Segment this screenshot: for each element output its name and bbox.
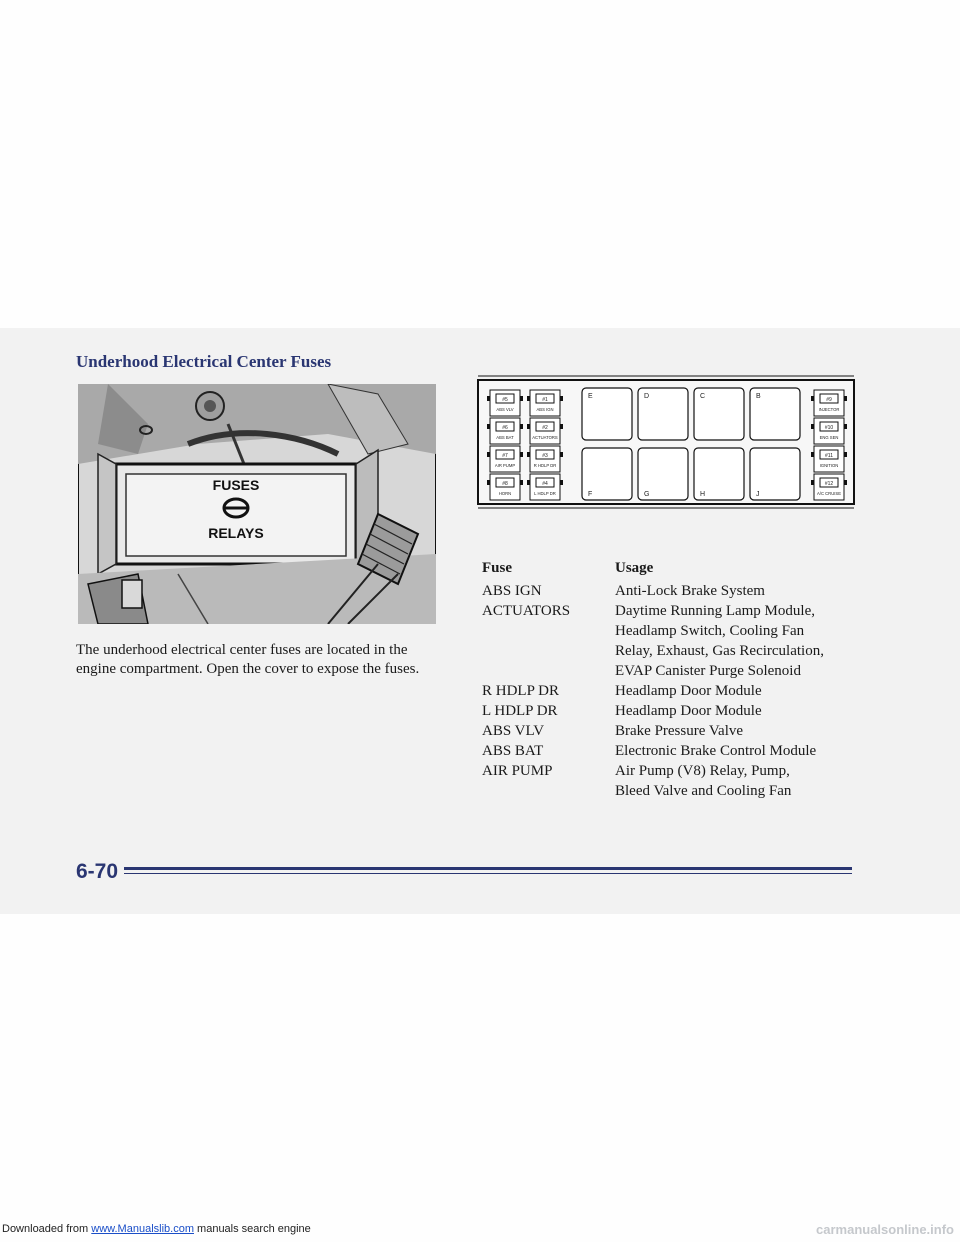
usage-line: Brake Pressure Valve [615, 723, 744, 739]
left-fuse-6 [487, 474, 523, 500]
relay-G [638, 448, 688, 500]
left-fuse-1 [527, 390, 563, 416]
fuse-name: ABS BAT [482, 743, 544, 759]
fuse-usage [615, 701, 860, 721]
relay-C [694, 388, 744, 440]
fuse-box-diagram [470, 372, 862, 514]
usage-line: Headlamp Switch, Cooling Fan [615, 623, 805, 639]
cover-label-relays: RELAYS [208, 525, 264, 541]
right-fuse-3 [811, 474, 847, 500]
download-prefix: Downloaded from [2, 1223, 92, 1235]
relay-J [750, 448, 800, 500]
left-fuse-name: ABS BAT [496, 435, 514, 440]
header-usage: Usage [615, 560, 654, 576]
intro-paragraph: The underhood electrical center fuses are located in the engine compartment. Open the cover to expose the fuses. [76, 642, 420, 677]
fuse-name: ABS IGN [482, 583, 542, 599]
relay-letter: E [588, 393, 593, 400]
right-fuse-1 [811, 418, 847, 444]
cover-label-fuses: FUSES [212, 477, 260, 493]
download-suffix: manuals search engine [193, 1223, 311, 1235]
relay-D [638, 388, 688, 440]
section-title: Underhood Electrical Center Fuses [76, 352, 332, 371]
header-fuse: Fuse [482, 560, 512, 576]
underhood-photo [78, 384, 436, 624]
relay-B [750, 388, 800, 440]
usage-line: Daytime Running Lamp Module, [615, 603, 815, 619]
fuse-name: ABS VLV [482, 723, 545, 739]
left-fuse-name: HORN [498, 491, 512, 496]
left-fuse-name: ABS IGN [536, 407, 554, 412]
right-fuse-2 [811, 446, 847, 472]
left-fuse-name: ABS VLV [496, 407, 514, 412]
relay-E [582, 388, 632, 440]
manualslib-link[interactable]: www.Manualslib.com [91, 1223, 194, 1235]
usage-line: Headlamp Door Module [615, 703, 762, 719]
relay-letter: H [700, 491, 706, 498]
right-fuse-number: #12 [824, 481, 834, 487]
right-fuse-0 [811, 390, 847, 416]
usage-line: EVAP Canister Purge Solenoid [615, 663, 801, 679]
left-fuse-number: #5 [502, 397, 508, 403]
fuse-usage [615, 581, 860, 601]
right-fuse-number: #11 [825, 453, 833, 459]
fuse-name: AIR PUMP [482, 763, 553, 779]
fuse-usage [615, 681, 860, 701]
left-fuse-name: R HDLP DR [533, 463, 557, 468]
download-line [2, 1223, 311, 1235]
left-fuse-number: #4 [542, 481, 548, 487]
usage-line: Headlamp Door Module [615, 683, 762, 699]
left-fuse-0 [487, 390, 523, 416]
left-fuse-3 [527, 418, 563, 444]
left-fuse-4 [487, 446, 523, 472]
relay-letter: G [644, 491, 650, 498]
right-fuse-name: INJECTOR [818, 407, 840, 412]
relay-letter: D [644, 393, 650, 400]
usage-line: Relay, Exhaust, Gas Recirculation, [615, 643, 824, 659]
left-fuse-number: #7 [502, 453, 508, 459]
relay-H [694, 448, 744, 500]
left-fuse-number: #2 [542, 425, 548, 431]
left-fuse-number: #1 [542, 397, 548, 403]
left-fuse-number: #6 [502, 425, 508, 431]
relay-F [582, 448, 632, 500]
left-fuse-number: #3 [542, 453, 548, 459]
page-number: 6-70 [76, 860, 119, 883]
left-fuse-name: ACTUATORS [532, 435, 558, 440]
fuse-name: L HDLP DR [482, 703, 558, 719]
fuse-usage [615, 601, 860, 681]
left-fuse-7 [527, 474, 563, 500]
right-fuse-name: A/C CRUISE [817, 491, 841, 496]
relay-letter: J [756, 491, 760, 498]
fuse-name: ACTUATORS [482, 603, 571, 619]
left-fuse-name: AIR PUMP [494, 463, 516, 468]
right-fuse-name: IGNITION [819, 463, 839, 468]
relay-letter: B [756, 393, 761, 400]
usage-line: Electronic Brake Control Module [615, 743, 817, 759]
right-fuse-number: #9 [826, 397, 832, 403]
fuse-usage [615, 721, 860, 741]
usage-line: Bleed Valve and Cooling Fan [615, 783, 792, 799]
fuse-name: R HDLP DR [482, 683, 559, 699]
fuse-usage [615, 741, 860, 761]
usage-line: Air Pump (V8) Relay, Pump, [615, 763, 790, 779]
footer-rule [124, 865, 852, 879]
relay-letter: F [588, 491, 593, 498]
left-fuse-number: #8 [502, 481, 508, 487]
usage-line: Anti-Lock Brake System [615, 583, 765, 599]
left-fuse-5 [527, 446, 563, 472]
left-fuse-name: L HDLP DR [534, 491, 556, 496]
watermark: carmanualsonline.info [816, 1222, 954, 1237]
right-fuse-name: ENG SEN [819, 435, 839, 440]
relay-letter: C [700, 393, 706, 400]
left-fuse-2 [487, 418, 523, 444]
right-fuse-number: #10 [824, 425, 834, 431]
fuse-usage [615, 761, 860, 801]
